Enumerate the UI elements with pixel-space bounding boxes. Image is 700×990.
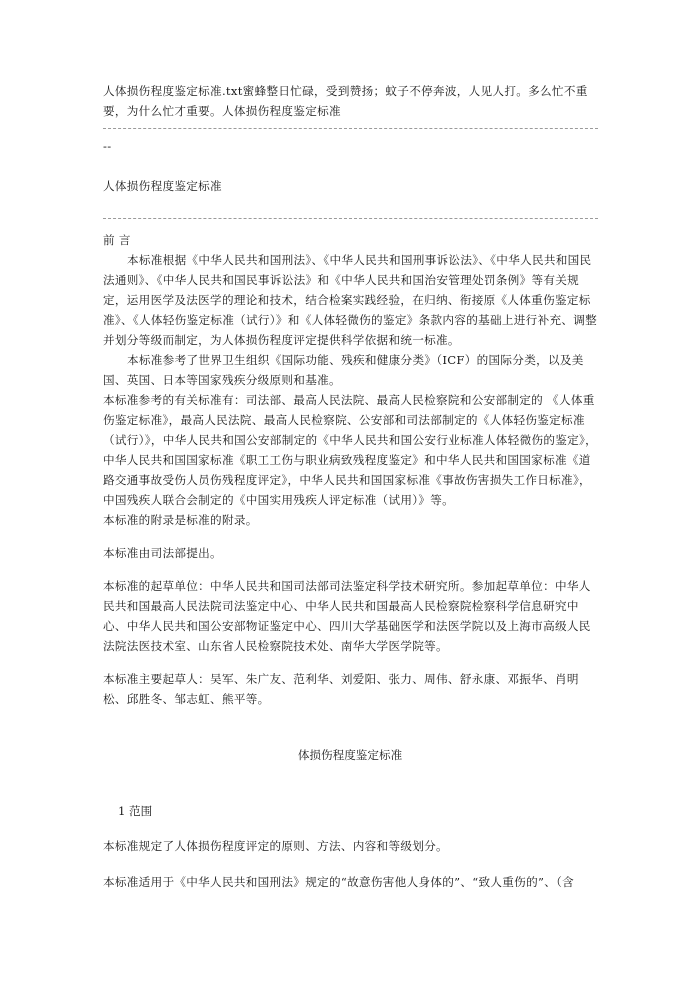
header-intro: 人体损伤程度鉴定标准.txt蜜蜂整日忙碌，受到赞扬；蚊子不停奔波，人见人打。多么忙不重要，为什么忙才重要。人体损伤程度鉴定标准 bbox=[103, 84, 588, 118]
foreword-paragraph-7: 本标准主要起草人：吴军、朱广友、范利华、刘爱阳、张力、周伟、舒永康、邓振华、肖明松、邱胜冬、邹志虹、熊平等。 bbox=[103, 672, 579, 706]
foreword-paragraph-5: 本标准由司法部提出。 bbox=[103, 546, 222, 560]
dashed-rule bbox=[103, 128, 598, 129]
foreword-paragraph-4: 本标准的附录是标准的附录。 bbox=[103, 513, 258, 527]
section-1-paragraph-1: 本标准规定了人体损伤程度评定的原则、方法、内容和等级划分。 bbox=[103, 839, 448, 853]
section-1-paragraph-2: 本标准适用于《中华人民共和国刑法》规定的“故意伤害他人身体的”、“致人重伤的”、（含 bbox=[103, 875, 575, 889]
section-1-heading: 1 范围 bbox=[118, 804, 153, 818]
rule-tail: -- bbox=[103, 139, 112, 153]
body-title: 体损伤程度鉴定标准 bbox=[297, 748, 403, 762]
foreword-paragraph-3: 本标准参考的有关标准有：司法部、最高人民法院、最高人民检察院和公安部制定的 《人体重伤鉴定标准》，最高人民法院、最高人民检察院、公安部和司法部制定的《人体轻伤鉴定标准（试行）》，中华人民共和国公安部制定的《中华人民共和国公安行业标准人体轻微伤的鉴定》，中华人民共和国国家标准《职工工伤与职业病致残程度鉴定》和中华人民共和国国家标准《道路交通事故受伤人员伤残程度评定》，中华人民共和国国家标准《事故伤害损失工作日标准》，中国残疾人联合会制定的《中国实用残疾人评定标准（试用）》等。 bbox=[103, 393, 598, 507]
dashed-rule bbox=[103, 218, 598, 219]
foreword-heading: 前 言 bbox=[103, 233, 131, 247]
doc-title: 人体损伤程度鉴定标准 bbox=[103, 179, 222, 193]
foreword-paragraph-6: 本标准的起草单位：中华人民共和国司法部司法鉴定科学技术研究所。参加起草单位：中华人民共和国最高人民法院司法鉴定中心、中华人民共和国最高人民检察院检察科学信息研究中心、中华人民共和国公安部物证鉴定中心、四川大学基础医学和法医学院以及上海市高级人民法院法医技术室、山东省人民检察院技术处、南华大学医学院等。 bbox=[103, 579, 591, 653]
foreword-paragraph-2: 本标准参考了世界卫生组织《国际功能、残疾和健康分类》（ICF）的国际分类，以及美国、英国、日本等国家残疾分级原则和基准。 bbox=[103, 353, 584, 387]
foreword-paragraph-1: 本标准根据《中华人民共和国刑法》、《中华人民共和国刑事诉讼法》、《中华人民共和国民法通则》、《中华人民共和国民事诉讼法》和《中华人民共和国治安管理处罚条例》等有关规定，运用医学及法医学的理论和技术，结合检案实践经验，在归纳、衔接原《人体重伤鉴定标准》、《人体轻伤鉴定标准（试行）》和《人体轻微伤的鉴定》条款内容的基础上进行补充、调整并划分等级而制定，为人体损伤程度评定提供科学依据和统一标准。 bbox=[103, 253, 598, 347]
